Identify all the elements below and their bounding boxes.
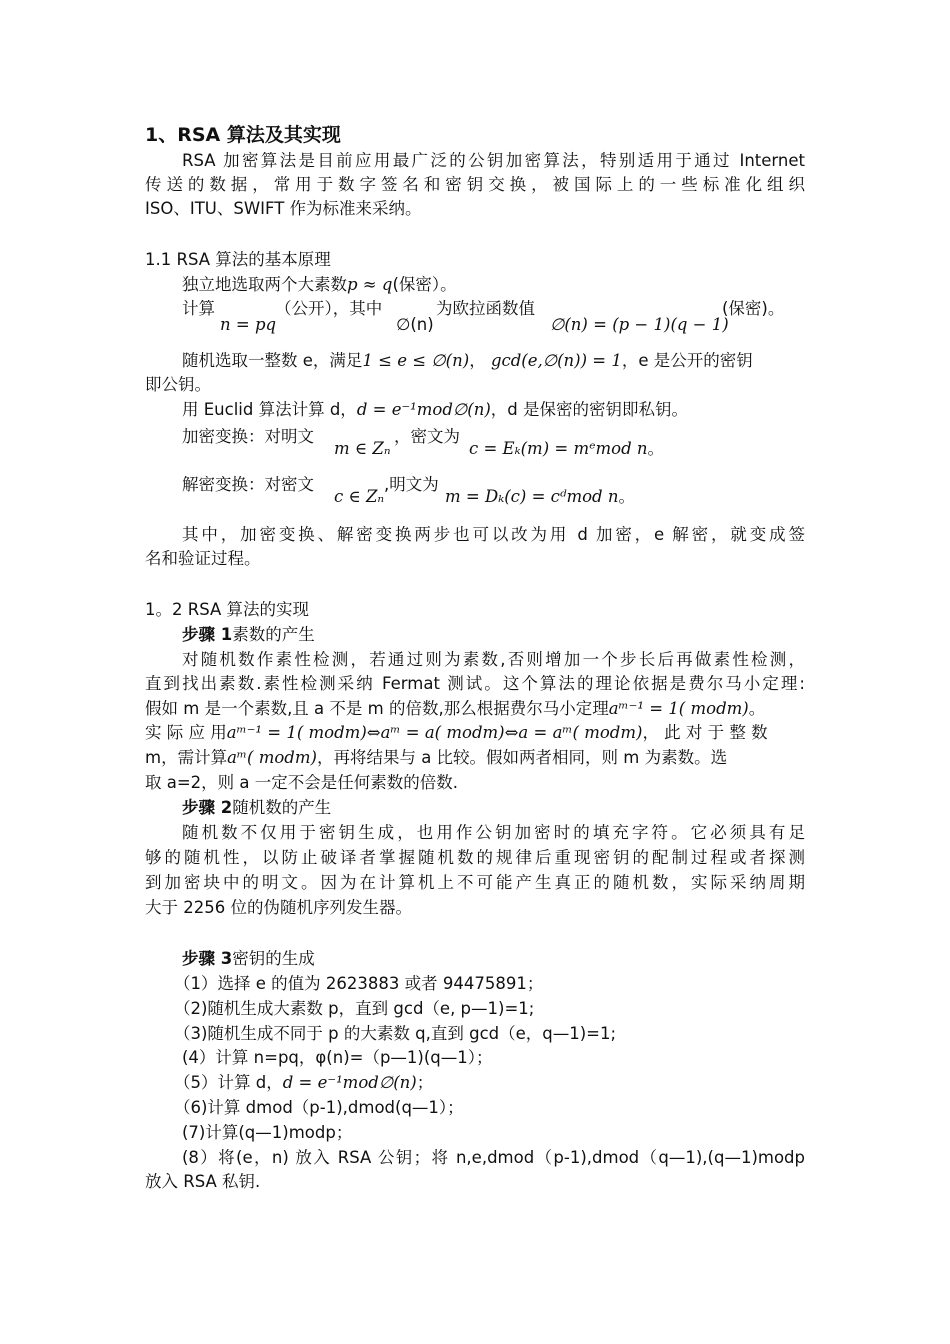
step2-line-3: 到加密块中的明文。因为在计算机上不可能产生真正的随机数，实际采纳周期 (145, 873, 805, 892)
principle-line-3b: 即公钥。 (145, 375, 211, 394)
formula-encrypt: c = Eₖ(m) = mᵉmod n。 (469, 439, 665, 458)
principle-line-3: 随机选取一整数 e，满足1 ≤ e ≤ ∅(n)， gcd(e,∅(n)) = 1，e 是公开的密钥 (182, 351, 753, 370)
step1-line-6: 取 a=2，则 a 一定不会是任何素数的倍数. (145, 773, 459, 792)
decrypt-line-text-b: ,明文为 (384, 475, 439, 494)
formula-c-in-zn: c ∈ Zₙ (334, 487, 385, 506)
decrypt-line-text: 解密变换：对密文 (182, 475, 314, 494)
principle-line-4: 用 Euclid 算法计算 d，d = e⁻¹mod∅(n)，d 是保密的密钥即私钥。 (182, 400, 689, 419)
step2-line-2: 够的随机性，以防止破译者掌握随机数的规律后重现密钥的配制过程或者探测 (145, 848, 805, 867)
step3-item-4: (4）计算 n=pq，φ(n)=（p—1)(q—1）； (182, 1048, 493, 1067)
step3-item-8: (8）将(e，n) 放入 RSA 公钥；将 n,e,dmod（p-1),dmod（q—1),(q—1)modp (182, 1148, 805, 1167)
encrypt-line-text-b: ，密文为 (394, 427, 460, 446)
page-title: 1、RSA 算法及其实现 (145, 124, 341, 146)
step2-line-4: 大于 2256 位的伪随机序列发生器。 (145, 898, 412, 917)
step3-item-7: (7)计算(q—1)modp； (182, 1123, 353, 1142)
step2-line-1: 随机数不仅用于密钥生成，也用作公钥加密时的填充字符。它必须具有足 (182, 823, 805, 842)
step3-heading: 步骤 3密钥的生成 (182, 949, 315, 968)
step3-item-9: 放入 RSA 私钥. (145, 1172, 261, 1191)
section-heading-1-2: 1。2 RSA 算法的实现 (145, 600, 310, 619)
step1-line-4: 实 际 应 用aᵐ⁻¹ = 1( modm)⇔aᵐ = a( modm)⇔a = aᵐ( modm)， 此 对 于 整 数 (145, 723, 768, 742)
section-heading-1-1: 1.1 RSA 算法的基本原理 (145, 250, 331, 269)
principle-line-8: 名和验证过程。 (145, 549, 261, 568)
formula-n: n = pq (220, 315, 277, 334)
formula-m-in-zn: m ∈ Zₙ (334, 439, 391, 458)
formula-decrypt: m = Dₖ(c) = cᵈmod n。 (445, 487, 635, 506)
encrypt-line-text: 加密变换：对明文 (182, 427, 314, 446)
step1-heading: 步骤 1素数的产生 (182, 625, 315, 644)
principle-line-2-text-d: (保密)。 (722, 299, 785, 318)
principle-line-7: 其中，加密变换、解密变换两步也可以改为用 d 加密，e 解密，就变成签 (182, 525, 805, 544)
step3-item-5: （5）计算 d，d = e⁻¹mod∅(n)； (174, 1073, 434, 1092)
step1-line-5: m，需计算aᵐ( modm)，再将结果与 a 比较。假如两者相同，则 m 为素数。选 (145, 748, 728, 767)
formula-euler: ∅(n) = (p − 1)(q − 1) (550, 315, 729, 334)
principle-line-2-text-c: 为欧拉函数值 (436, 299, 535, 318)
step3-item-1: （1）选择 e 的值为 2623883 或者 94475891； (174, 974, 544, 993)
step3-item-2: （2)随机生成大素数 p，直到 gcd（e, p—1)=1; (174, 999, 535, 1018)
step2-heading: 步骤 2随机数的产生 (182, 798, 332, 817)
principle-line-2-text: 计算 (182, 299, 215, 318)
step1-line-3: 假如 m 是一个素数,且 a 不是 m 的倍数,那么根据费尔马小定理aᵐ⁻¹ = 1( modm)。 (145, 699, 766, 718)
intro-line-2: 传送的数据，常用于数字签名和密钥交换，被国际上的一些标准化组织 (145, 175, 805, 194)
principle-line-2-text-b: （公开），其中 (275, 299, 383, 318)
intro-line-3: ISO、ITU、SWIFT 作为标准来采纳。 (145, 199, 422, 218)
intro-line-1: RSA 加密算法是目前应用最广泛的公钥加密算法，特别适用于通过 Internet (182, 151, 805, 170)
formula-phi: ∅(n) (396, 315, 434, 334)
step3-item-3: （3)随机生成不同于 p 的大素数 q,直到 gcd（e，q—1)=1; (174, 1024, 617, 1043)
principle-line-1: 独立地选取两个大素数p ≈ q(保密）。 (182, 275, 457, 294)
step3-item-6: （6)计算 dmod（p-1),dmod(q—1）； (174, 1098, 464, 1117)
step1-line-2: 直到找出素数.素性检测采纳 Fermat 测试。这个算法的理论依据是费尔马小定理: (145, 674, 805, 693)
step1-line-1: 对随机数作素性检测，若通过则为素数,否则增加一个步长后再做素性检测， (182, 650, 805, 669)
